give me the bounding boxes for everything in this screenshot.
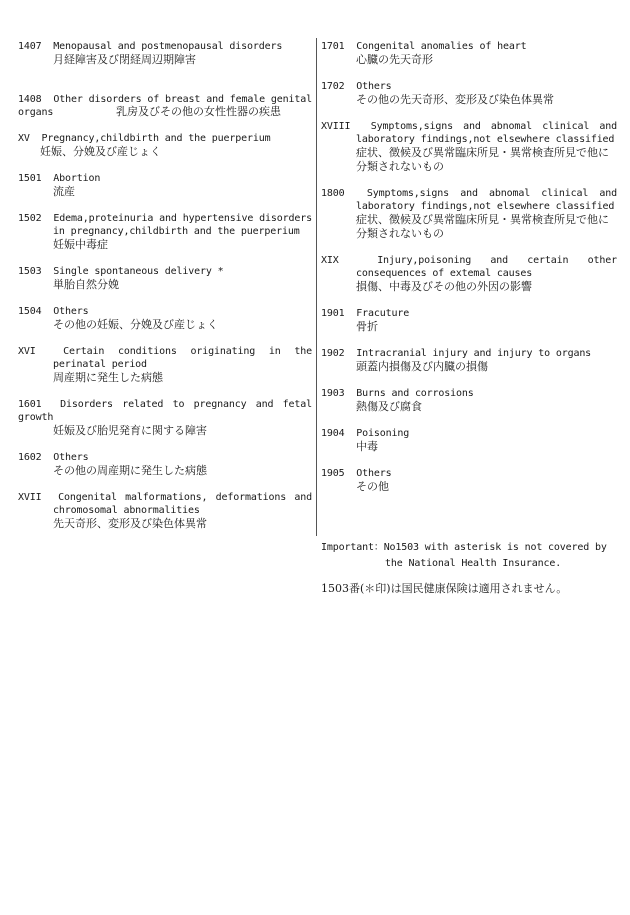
entry-english: Other disorders of breast and female genital organs bbox=[18, 94, 312, 118]
entry-1901 bbox=[321, 307, 617, 334]
note-label: Important： bbox=[321, 542, 384, 553]
entry-english: Certain conditions originating in the perinatal period bbox=[53, 346, 312, 370]
entry-english: Pregnancy,childbirth and the puerperium bbox=[41, 133, 271, 144]
entry-english: Congenital anomalies of heart bbox=[356, 41, 527, 52]
note-line-1: No1503 with asterisk is not covered by bbox=[383, 542, 607, 553]
entry-1602 bbox=[18, 451, 312, 478]
entry-japanese: 骨折 bbox=[356, 320, 378, 333]
entry-english: Fracuture bbox=[356, 308, 410, 319]
entry-1800 bbox=[321, 187, 617, 241]
entry-japanese: その他の妊娠、分娩及び産じょく bbox=[53, 318, 218, 331]
entry-1601 bbox=[18, 398, 312, 438]
note-japanese: 1503番(＊印)は国民健康保険は適用されません。 bbox=[321, 582, 568, 595]
entry-japanese: 周産期に発生した病態 bbox=[53, 371, 163, 384]
entry-1702 bbox=[321, 80, 617, 107]
entry-code: XVII bbox=[18, 492, 42, 503]
entry-japanese: 乳房及びその他の女性性器の疾患 bbox=[116, 105, 281, 118]
entry-japanese: 先天奇形、変形及び染色体異常 bbox=[53, 517, 207, 530]
entry-japanese: 単胎自然分娩 bbox=[53, 278, 119, 291]
entry-japanese: その他の周産期に発生した病態 bbox=[53, 464, 207, 477]
entry-english: Others bbox=[53, 306, 89, 317]
entry-xvii bbox=[18, 491, 312, 531]
entry-english: Disorders related to pregnancy and fetal growth bbox=[18, 399, 312, 423]
entry-code: 1800 bbox=[321, 188, 345, 199]
entry-1407 bbox=[18, 40, 312, 67]
entry-code: 1904 bbox=[321, 428, 345, 439]
entry-japanese: その他 bbox=[356, 480, 389, 493]
entry-english: Symptoms,signs and abnomal clinical and laboratory findings,not elsewhere classified bbox=[356, 188, 618, 212]
entry-english: Single spontaneous delivery * bbox=[53, 266, 224, 277]
entry-japanese: 月経障害及び閉経周辺期障害 bbox=[53, 53, 196, 66]
entry-xv bbox=[18, 132, 312, 159]
entry-english: Congenital malformations, deformations and chromosomal abnormalities bbox=[53, 492, 312, 516]
entry-code: 1902 bbox=[321, 348, 345, 359]
entry-code: 1602 bbox=[18, 452, 42, 463]
entry-code: 1503 bbox=[18, 266, 42, 277]
entry-code: 1601 bbox=[18, 399, 42, 410]
entry-code: 1501 bbox=[18, 173, 42, 184]
entry-japanese: 熱傷及び腐食 bbox=[356, 400, 422, 413]
entry-english: Others bbox=[356, 81, 392, 92]
entry-code: 1408 bbox=[18, 94, 42, 105]
entry-1904 bbox=[321, 427, 617, 454]
left-column bbox=[18, 40, 312, 544]
entry-1504 bbox=[18, 305, 312, 332]
entry-xviii bbox=[321, 120, 617, 174]
entry-1903 bbox=[321, 387, 617, 414]
entry-japanese: 症状、徴候及び異常臨床所見・異常検査所見で他に分類されないもの bbox=[356, 213, 609, 240]
entry-english: Intracranial injury and injury to organs bbox=[356, 348, 592, 359]
entry-xvi bbox=[18, 345, 312, 385]
entry-japanese: 心臓の先天奇形 bbox=[356, 53, 433, 66]
entry-english: Others bbox=[53, 452, 89, 463]
note-line-2: the National Health Insurance. bbox=[385, 558, 562, 569]
entry-code: 1502 bbox=[18, 213, 42, 224]
column-divider bbox=[316, 38, 317, 536]
entry-1902 bbox=[321, 347, 617, 374]
entry-code: 1701 bbox=[321, 41, 345, 52]
entry-1701 bbox=[321, 40, 617, 67]
entry-1408 bbox=[18, 93, 312, 119]
entry-japanese: 流産 bbox=[53, 185, 75, 198]
entry-code: 1905 bbox=[321, 468, 345, 479]
entry-english: Edema,proteinuria and hypertensive disorders in pregnancy,childbirth and the puerperium bbox=[53, 213, 312, 237]
entry-english: Symptoms,signs and abnomal clinical and laboratory findings,not elsewhere classified bbox=[356, 121, 617, 145]
entry-code: 1407 bbox=[18, 41, 42, 52]
entry-code: XVIII bbox=[321, 121, 351, 132]
entry-japanese: 損傷、中毒及びその他の外因の影響 bbox=[356, 280, 532, 293]
entry-code: XVI bbox=[18, 346, 36, 357]
entry-code: 1903 bbox=[321, 388, 345, 399]
entry-1503 bbox=[18, 265, 312, 292]
entry-code: 1504 bbox=[18, 306, 42, 317]
insurance-note bbox=[321, 540, 617, 596]
entry-japanese: 妊娠及び胎児発育に関する障害 bbox=[53, 424, 207, 437]
entry-english: Poisoning bbox=[356, 428, 410, 439]
entry-japanese: その他の先天奇形、変形及び染色体異常 bbox=[356, 93, 554, 106]
entry-japanese: 妊娠中毒症 bbox=[53, 238, 108, 251]
entry-1501 bbox=[18, 172, 312, 199]
entry-xix bbox=[321, 254, 617, 294]
right-column bbox=[321, 40, 617, 507]
entry-english: Others bbox=[356, 468, 392, 479]
entry-code: XIX bbox=[321, 255, 339, 266]
entry-english: Abortion bbox=[53, 173, 101, 184]
entry-code: XV bbox=[18, 133, 30, 144]
entry-english: Menopausal and postmenopausal disorders bbox=[53, 41, 283, 52]
entry-english: Injury,poisoning and certain other consequences of extemal causes bbox=[356, 255, 617, 279]
entry-code: 1702 bbox=[321, 81, 345, 92]
entry-japanese: 症状、徴候及び異常臨床所見・異常検査所見で他に分類されないもの bbox=[356, 146, 609, 173]
entry-japanese: 頭蓋内損傷及び内臓の損傷 bbox=[356, 360, 488, 373]
entry-japanese: 中毒 bbox=[356, 440, 378, 453]
entry-code: 1901 bbox=[321, 308, 345, 319]
entry-english: Burns and corrosions bbox=[356, 388, 474, 399]
entry-1502 bbox=[18, 212, 312, 252]
entry-1905 bbox=[321, 467, 617, 494]
entry-japanese: 妊娠、分娩及び産じょく bbox=[40, 145, 161, 158]
